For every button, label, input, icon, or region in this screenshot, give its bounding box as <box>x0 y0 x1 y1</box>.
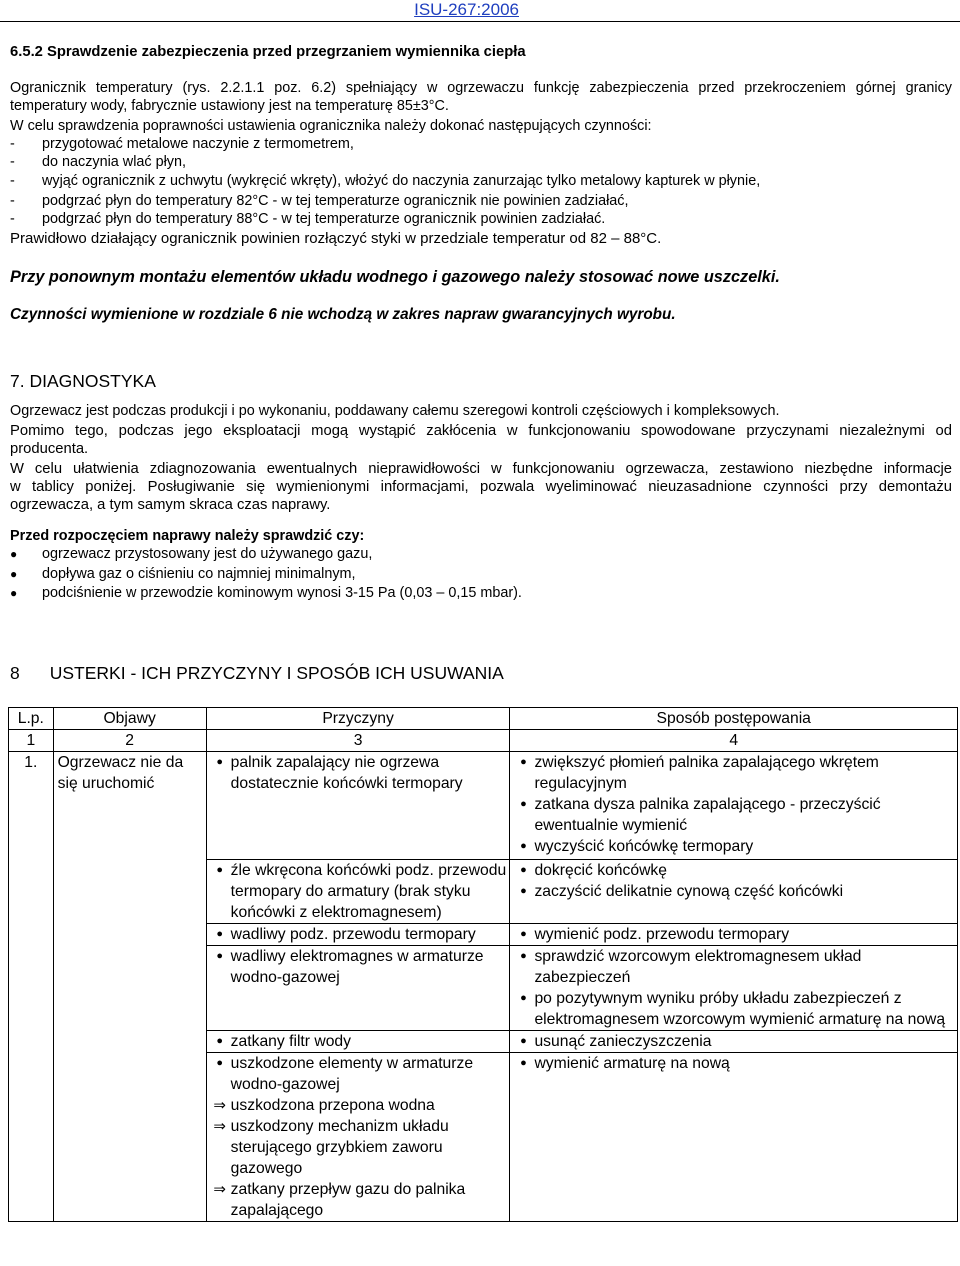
header-przyczyny: Przyczyny <box>206 708 510 730</box>
step-item: - wyjąć ogranicznik z uchwytu (wykręcić wkręty), włożyć do naczynia zanurzając tylko metalowy kapturek w płynie, <box>10 173 761 189</box>
cause-cell: ● palnik zapalający nie ogrzewa dostatecznie końcówki termopary <box>206 752 510 860</box>
bullet-icon: ● <box>216 864 223 876</box>
bullet-icon: ● <box>520 928 527 940</box>
bullet-icon: ● <box>10 567 18 581</box>
bullet-icon: ● <box>216 1035 223 1047</box>
sec7-p1: Ogrzewacz jest podczas produkcji i po wykonaniu, poddawany całemu szeregowi kontroli częściowych i kompleksowych. <box>10 403 780 419</box>
faults-table <box>8 707 958 1222</box>
table-number-row <box>9 730 958 752</box>
sec652-p1-line1: Ogranicznik temperatury (rys. 2.2.1.1 poz. 6.2) spełniający w ogrzewaczu funkcję zabezpieczenia przed przekroczeniem górnej granicy <box>10 80 952 96</box>
cause-cell: ● uszkodzone elementy w armaturze wodno-gazowej ⇒ uszkodzona przepona wodna ⇒ uszkodzony mechanizm układu sterującego grzybkiem zaworu gazowego ⇒ zatkany przepływ gazu do palnika zapalającego <box>206 1053 510 1222</box>
bullet-icon: ● <box>520 798 527 810</box>
sec7-p2-line1: Pomimo tego, podczas jego eksploatacji mogą wystąpić zakłócenia w funkcjonowaniu spowodowane przyczynami niezależnymi od <box>10 423 952 439</box>
action-cell: ● sprawdzić wzorcowym elektromagnesem układ zabezpieczeń ● po pozytywnym wyniku próby układu zabezpieczeń z elektromagnesem wzorcowym wymienić armaturę na nową <box>510 946 958 1031</box>
cause-cell: ● wadliwy elektromagnes w armaturze wodno-gazowej <box>206 946 510 1031</box>
cause-cell: ● źle wkręcona końcówki podz. przewodu termopary do armatury (brak styku końcówki z elektromagnesem) <box>206 860 510 924</box>
cause-cell: ● zatkany filtr wody <box>206 1031 510 1053</box>
action-cell: ● wymienić podz. przewodu termopary <box>510 924 958 946</box>
bullet-icon: ● <box>216 756 223 768</box>
action-cell: ● dokręcić końcówkę ● zaczyścić delikatnie cynową część końcówki <box>510 860 958 924</box>
arrow-right-icon: ⇒ <box>213 1097 226 1114</box>
row-objaw: Ogrzewacz nie da się uruchomić <box>53 752 206 1222</box>
arrow-right-icon: ⇒ <box>213 1181 226 1198</box>
note-seals: Przy ponownym montażu elementów układu wodnego i gazowego należy stosować nowe uszczelki. <box>10 268 780 286</box>
bullet-icon: ● <box>10 547 18 561</box>
check-item: ● dopływa gaz o ciśnieniu co najmniej minimalnym, <box>10 566 356 582</box>
check-title: Przed rozpoczęciem naprawy należy sprawdzić czy: <box>10 528 365 544</box>
colnum: 4 <box>510 730 958 752</box>
bullet-icon: ● <box>216 950 223 962</box>
bullet-icon: ● <box>216 1057 223 1069</box>
bullet-icon: ● <box>520 992 527 1004</box>
bullet-icon: ● <box>520 840 527 852</box>
sec7-p3-line2: w tablicy poniżej. Posługiwanie się wymienionymi informacjami, pozwala wyeliminować nieuzasadnione czynności przy demontażu <box>10 479 952 495</box>
step-item: - do naczynia wlać płyn, <box>10 154 186 170</box>
arrow-right-icon: ⇒ <box>213 1118 226 1135</box>
bullet-icon: ● <box>520 1035 527 1047</box>
action-cell: ● zwiększyć płomień palnika zapalającego wkrętem regulacyjnym ● zatkana dysza palnika zapalającego - przeczyścić ewentualnie wymienić ● wyczyścić końcówkę termopary <box>510 752 958 860</box>
header-objawy: Objawy <box>53 708 206 730</box>
row-lp: 1. <box>9 752 54 1222</box>
section-652-title: 6.5.2 Sprawdzenie zabezpieczenia przed przegrzaniem wymiennika ciepła <box>10 44 526 60</box>
document-id: ISU-267:2006 <box>414 0 519 19</box>
bullet-icon: ● <box>520 885 527 897</box>
sec652-p2: W celu sprawdzenia poprawności ustawienia ogranicznika należy dokonać następujących czynności: <box>10 118 652 134</box>
action-cell: ● wymienić armaturę na nową <box>510 1053 958 1222</box>
colnum: 2 <box>53 730 206 752</box>
sec652-p3: Prawidłowo działający ogranicznik powinien rozłączyć styki w przedziale temperatur od 82 – 88°C. <box>10 230 662 247</box>
header-lp: L.p. <box>9 708 54 730</box>
sec652-p1-line2: temperatury wody, fabrycznie ustawiony jest na temperaturę 85±3°C. <box>10 98 449 114</box>
header-rule <box>0 21 960 22</box>
bullet-icon: ● <box>10 586 18 600</box>
step-item: - podgrzać płyn do temperatury 82°C - w tej temperaturze ogranicznik nie powinien zadziałać, <box>10 193 629 209</box>
cause-cell: ● wadliwy podz. przewodu termopary <box>206 924 510 946</box>
section-8-title: 8 USTERKI - ICH PRZYCZYNY I SPOSÓB ICH USUWANIA <box>10 663 504 683</box>
action-cell: ● usunąć zanieczyszczenia <box>510 1031 958 1053</box>
step-item: - przygotować metalowe naczynie z termometrem, <box>10 136 354 152</box>
bullet-icon: ● <box>520 864 527 876</box>
colnum: 3 <box>206 730 510 752</box>
header-sposob: Sposób postępowania <box>510 708 958 730</box>
table-header-row <box>9 708 958 730</box>
note-warranty: Czynności wymienione w rozdziale 6 nie wchodzą w zakres napraw gwarancyjnych wyrobu. <box>10 306 676 323</box>
check-item: ● podciśnienie w przewodzie kominowym wynosi 3-15 Pa (0,03 – 0,15 mbar). <box>10 585 522 601</box>
sec7-p3-line3: ogrzewacza, a tym samym skraca czas naprawy. <box>10 497 331 513</box>
bullet-icon: ● <box>520 950 527 962</box>
bullet-icon: ● <box>520 1057 527 1069</box>
bullet-icon: ● <box>216 928 223 940</box>
section-7-title: 7. DIAGNOSTYKA <box>10 371 156 391</box>
check-item: ● ogrzewacz przystosowany jest do używanego gazu, <box>10 546 373 562</box>
sec7-p3-line1: W celu ułatwienia zdiagnozowania ewentualnych nieprawidłowości w funkcjonowaniu ogrzewacza, zestawiono niezbędne informacje <box>10 461 952 477</box>
step-item: - podgrzać płyn do temperatury 88°C - w tej temperaturze ogranicznik powinien zadziałać. <box>10 211 606 227</box>
table-row <box>9 752 958 860</box>
colnum: 1 <box>9 730 54 752</box>
bullet-icon: ● <box>520 756 527 768</box>
sec7-p2-line2: producenta. <box>10 441 89 457</box>
